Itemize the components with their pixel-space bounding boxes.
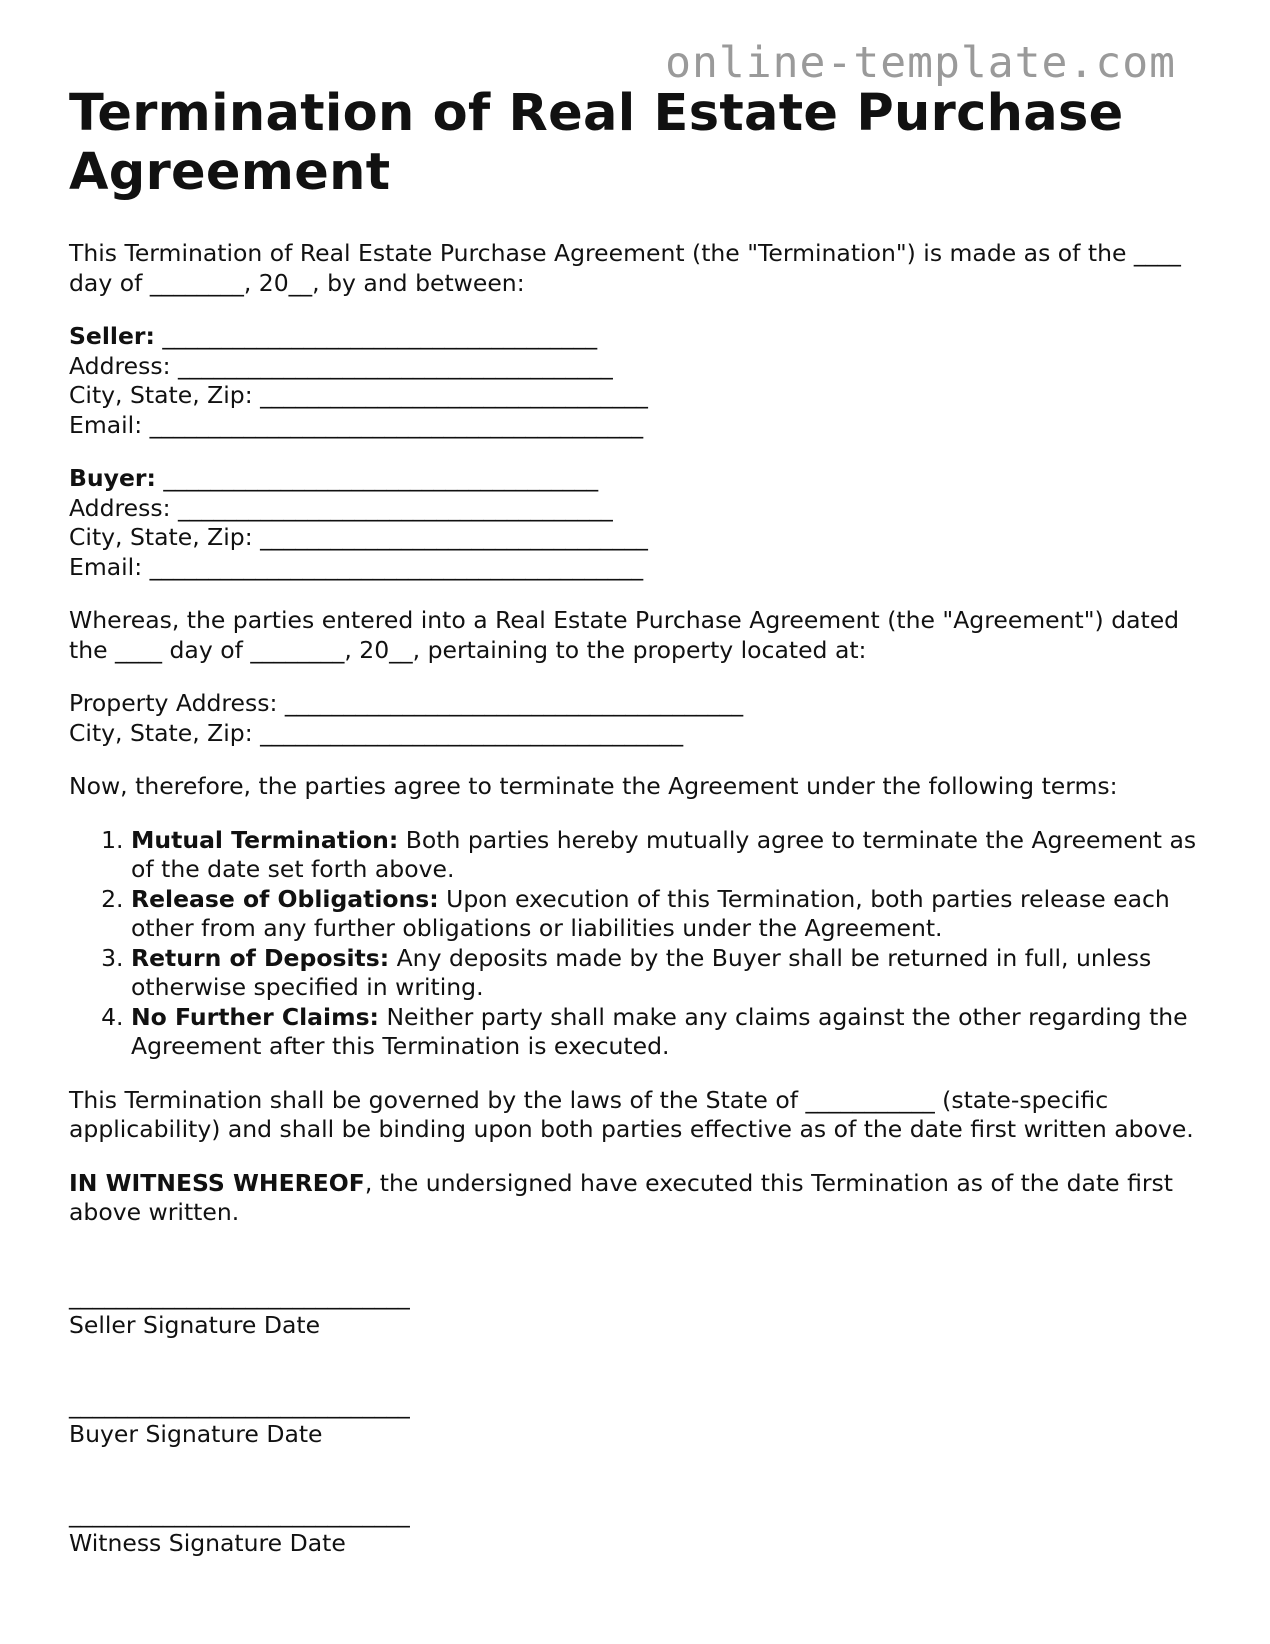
term-heading: Mutual Termination: bbox=[131, 825, 399, 854]
seller-signature-block bbox=[69, 1282, 1199, 1341]
term-item bbox=[131, 1003, 1199, 1062]
term-heading: No Further Claims: bbox=[131, 1002, 379, 1031]
signature-label: Witness Signature Date bbox=[69, 1529, 346, 1558]
buyer-name-line bbox=[69, 464, 1199, 494]
witness-rest: , the undersigned have executed this Termination as of the date first above written. bbox=[69, 1168, 1174, 1227]
property-address: Property Address: _______________________________________ bbox=[69, 689, 744, 718]
buyer-name-blank: _____________________________________ bbox=[155, 464, 599, 493]
buyer-block bbox=[69, 464, 1199, 582]
term-item bbox=[131, 826, 1199, 885]
buyer-signature-block bbox=[69, 1391, 1199, 1450]
document-title: Termination of Real Estate Purchase Agreement bbox=[69, 84, 1124, 202]
signature-line: _____________________________ bbox=[69, 1281, 410, 1310]
term-text: Any deposits made by the Buyer shall be returned in full, unless otherwise specified in writing. bbox=[131, 943, 1152, 1002]
seller-label: Seller: bbox=[69, 322, 155, 351]
buyer-email: Email: __________________________________________ bbox=[69, 552, 644, 581]
buyer-label: Buyer: bbox=[69, 464, 156, 493]
term-text: Neither party shall make any claims against the other regarding the Agreement after this Termination is executed. bbox=[131, 1002, 1188, 1061]
seller-name-line bbox=[69, 322, 1199, 352]
intro-paragraph: This Termination of Real Estate Purchase Agreement (the "Termination") is made as of the ____ day of ________, 20__, by and between: bbox=[69, 239, 1181, 297]
term-heading: Release of Obligations: bbox=[131, 884, 439, 913]
governing-law-paragraph: This Termination shall be governed by the laws of the State of ___________ (state-specific applicability) and shall be binding upon both parties effective as of the date first written above. bbox=[69, 1085, 1194, 1144]
witness-signature-block bbox=[69, 1500, 1199, 1559]
witness-paragraph bbox=[69, 1169, 1199, 1228]
term-text: Upon execution of this Termination, both parties release each other from any further obligations or liabilities under the Agreement. bbox=[131, 884, 1170, 943]
signature-label: Buyer Signature Date bbox=[69, 1420, 323, 1449]
property-block bbox=[69, 689, 1199, 748]
term-item bbox=[131, 885, 1199, 944]
seller-address: Address: _____________________________________ bbox=[69, 351, 613, 380]
whereas-paragraph: Whereas, the parties entered into a Real Estate Purchase Agreement (the "Agreement") dated the ____ day of ________, 20__, pertaining to the property located at: bbox=[69, 606, 1180, 664]
property-city: City, State, Zip: ____________________________________ bbox=[69, 718, 684, 747]
watermark: online-template.com bbox=[665, 38, 1176, 88]
now-therefore-paragraph: Now, therefore, the parties agree to terminate the Agreement under the following terms: bbox=[69, 772, 1118, 801]
witness-lead: IN WITNESS WHEREOF bbox=[69, 1168, 365, 1197]
seller-name-blank: _____________________________________ bbox=[154, 322, 598, 351]
seller-email: Email: __________________________________________ bbox=[69, 410, 644, 439]
term-heading: Return of Deposits: bbox=[131, 943, 390, 972]
terms-list bbox=[69, 826, 1199, 1062]
seller-city: City, State, Zip: _________________________________ bbox=[69, 381, 648, 410]
buyer-address: Address: _____________________________________ bbox=[69, 493, 613, 522]
document-page bbox=[69, 85, 1199, 1559]
term-item bbox=[131, 944, 1199, 1003]
signature-line: _____________________________ bbox=[69, 1390, 410, 1419]
term-text: Both parties hereby mutually agree to terminate the Agreement as of the date set forth above. bbox=[131, 825, 1197, 884]
buyer-city: City, State, Zip: _________________________________ bbox=[69, 523, 648, 552]
seller-block bbox=[69, 322, 1199, 440]
signature-label: Seller Signature Date bbox=[69, 1311, 321, 1340]
signature-line: _____________________________ bbox=[69, 1499, 410, 1528]
